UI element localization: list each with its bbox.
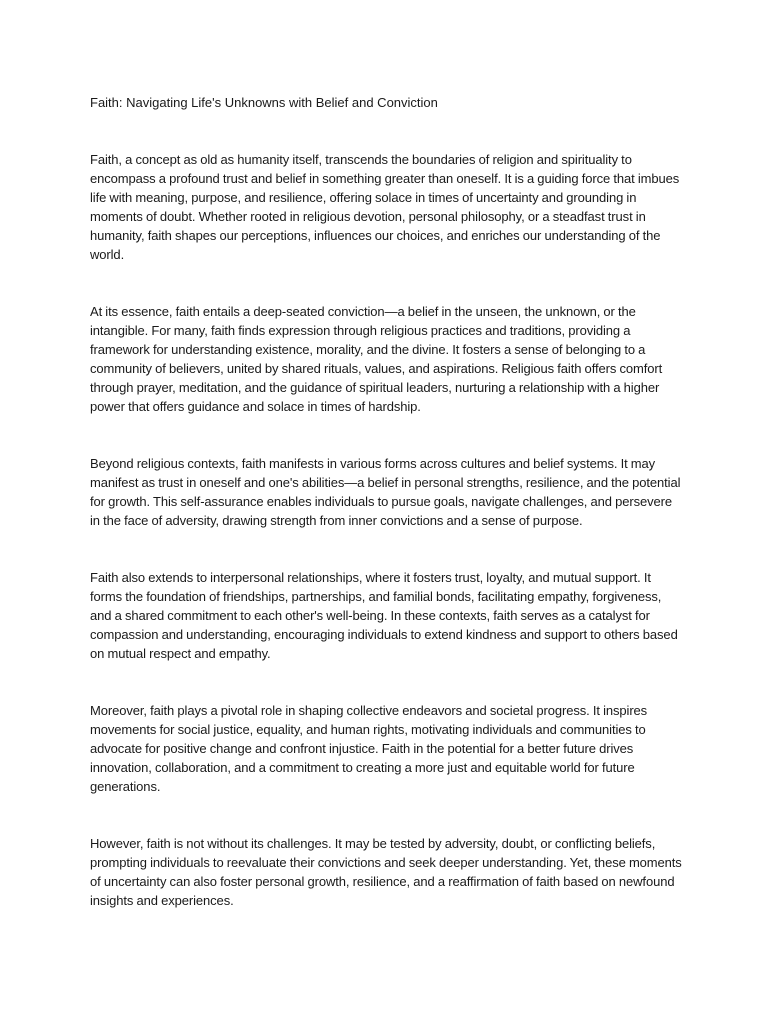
paragraph-essence: At its essence, faith entails a deep-seated conviction—a belief in the unseen, the unknown, or the intangible. For many, faith finds expression through religious practices and traditions, providing a framework for understanding existence, morality, and the divine. It fosters a sense of belonging to a community of believers, united by shared rituals, values, and aspirations. Religious faith offers comfort through prayer, meditation, and the guidance of spiritual leaders, nurturing a relationship with a higher power that offers guidance and solace in times of hardship.	[90, 304, 663, 414]
paragraph-beyond-religion: Beyond religious contexts, faith manifests in various forms across cultures and belief systems. It may manifest as trust in oneself and one's abilities—a belief in personal strengths, resilience, and the potential for growth. This self-assurance enables individuals to pursue goals, navigate challenges, and persevere in the face of adversity, drawing strength from inner convictions and a sense of purpose.	[90, 456, 681, 528]
paragraph-relationships: Faith also extends to interpersonal relationships, where it fosters trust, loyalty, and mutual support. It forms the foundation of friendships, partnerships, and familial bonds, facilitating empathy, forgiveness, and a shared commitment to each other's well-being. In these contexts, faith serves as a catalyst for compassion and understanding, encouraging individuals to extend kindness and support to others based on mutual respect and empathy.	[90, 570, 678, 661]
paragraph-intro: Faith, a concept as old as humanity itself, transcends the boundaries of religion and spirituality to encompass a profound trust and belief in something greater than oneself. It is a guiding force that imbues life with meaning, purpose, and resilience, offering solace in times of uncertainty and grounding in moments of doubt. Whether rooted in religious devotion, personal philosophy, or a steadfast trust in humanity, faith shapes our perceptions, influences our choices, and enriches our understanding of the world.	[90, 152, 680, 262]
document-body	[90, 150, 682, 910]
document-title: Faith: Navigating Life's Unknowns with Belief and Conviction	[90, 95, 438, 110]
paragraph-challenges: However, faith is not without its challenges. It may be tested by adversity, doubt, or conflicting beliefs, prompting individuals to reevaluate their convictions and seek deeper understanding. Yet, these moments of uncertainty can also foster personal growth, resilience, and a reaffirmation of faith based on newfound insights and experiences.	[90, 836, 682, 908]
paragraph-societal-progress: Moreover, faith plays a pivotal role in shaping collective endeavors and societal progress. It inspires movements for social justice, equality, and human rights, motivating individuals and communities to advocate for positive change and confront injustice. Faith in the potential for a better future drives innovation, collaboration, and a commitment to creating a more just and equitable world for future generations.	[90, 703, 648, 794]
document-page	[90, 93, 682, 948]
